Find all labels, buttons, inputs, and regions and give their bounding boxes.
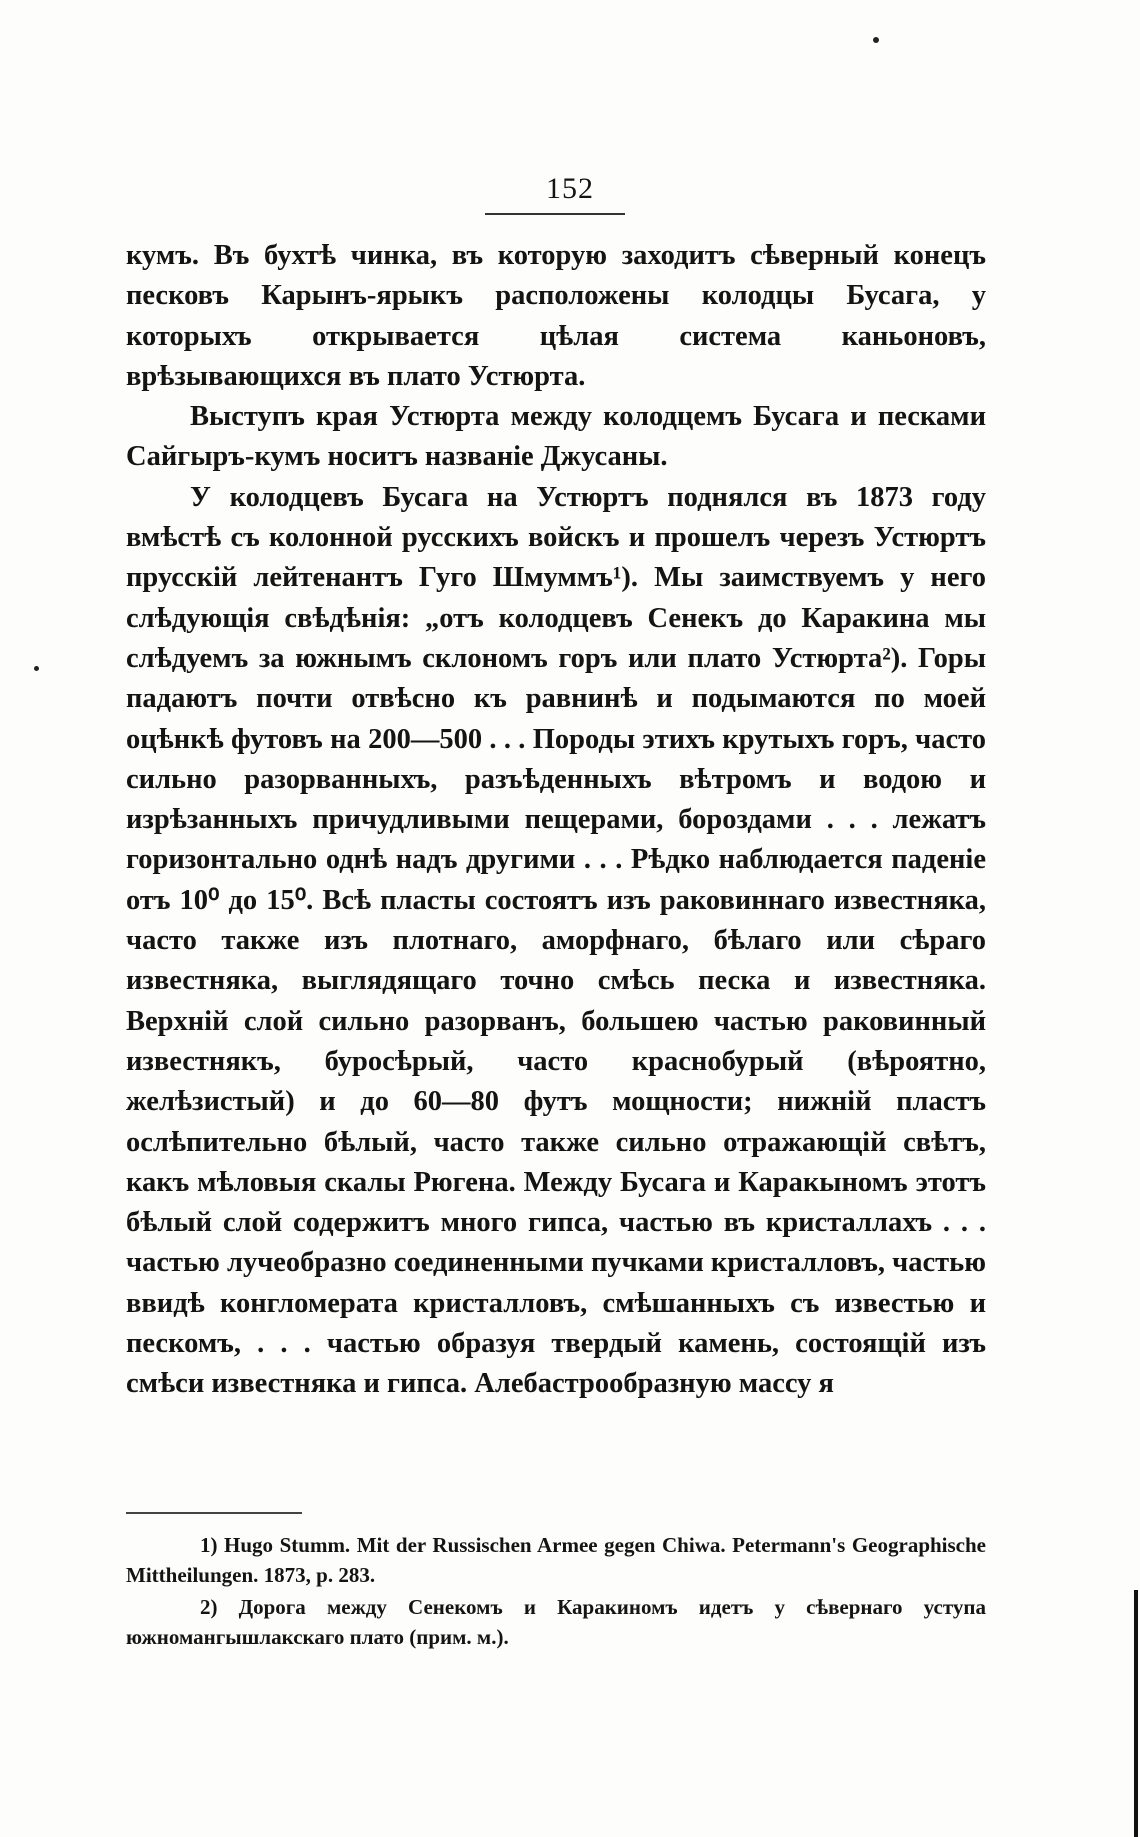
page-number-rule <box>485 213 625 215</box>
ink-speck-top <box>873 37 879 43</box>
page-number: 152 <box>546 172 594 205</box>
paragraph: У колодцевъ Бусага на Устюртъ поднялся въ 1873 году вмѣстѣ съ колонной русскихъ войскъ и прошелъ черезъ Устюртъ прусскій лейтенантъ Гуго Шмуммъ¹). Мы заимствуемъ у него слѣдующія свѣдѣнія: „отъ колодцевъ Сенекъ до Каракина мы слѣдуемъ за южнымъ склономъ горъ или плато Устюрта²). Горы падаютъ почти отвѣсно къ равнинѣ и подымаются по моей оцѣнкѣ футовъ на 200—500 . . . Породы этихъ крутыхъ горъ, часто сильно разорванныхъ, разъѣденныхъ вѣтромъ и водою и изрѣзанныхъ причудливыми пещерами, бороздами . . . лежатъ горизонтально однѣ надъ другими . . . Рѣдко наблюдается паденіе отъ 10⁰ до 15⁰. Всѣ пласты состоятъ изъ раковиннаго известняка, часто также изъ плотнаго, аморфнаго, бѣлаго или сѣраго известняка, выглядящаго точно смѣсь песка и известняка. Верхній слой сильно разорванъ, большею частью раковинный известнякъ, буросѣрый, часто краснобурый (вѣроятно, желѣзистый) и до 60—80 футъ мощности; нижній пластъ ослѣпительно бѣлый, часто также сильно отражающій свѣтъ, какъ мѣловыя скалы Рюгена. Между Бусага и Каракыномъ этотъ бѣлый слой содержитъ много гипса, частью въ кристаллахъ . . . частью лучеобразно соединенными пучками кристалловъ, частью ввидѣ конгломерата кристалловъ, смѣшанныхъ съ известью и пескомъ, . . . частью образуя твердый камень, состоящій изъ смѣси известняка и гипса. Алебастрообразную массу я <box>126 481 986 1400</box>
footnote-separator <box>126 1512 302 1514</box>
paragraph: Выступъ края Устюрта между колодцемъ Бусага и песками Сайгыръ-кумъ носитъ названіе Джусаны. <box>126 401 986 473</box>
footnote: 2) Дорога между Сенекомъ и Каракиномъ идетъ у сѣвернаго уступа южномангышлакскаго плато (прим. м.). <box>126 1595 986 1649</box>
ink-speck-margin <box>34 666 39 671</box>
paragraph: кумъ. Въ бухтѣ чинка, въ которую заходитъ сѣверный конецъ песковъ Карынъ-ярыкъ расположены колодцы Бусага, у которыхъ открывается цѣлая система каньоновъ, врѣзывающихся въ плато Устюрта. <box>126 240 986 392</box>
footnotes <box>126 1530 986 1654</box>
scan-edge-mark <box>1134 1590 1138 1837</box>
body-text <box>126 236 986 1405</box>
footnote: 1) Hugo Stumm. Mit der Russischen Armee gegen Chiwa. Petermann's Geographische Mittheilungen. 1873, p. 283. <box>126 1533 986 1587</box>
